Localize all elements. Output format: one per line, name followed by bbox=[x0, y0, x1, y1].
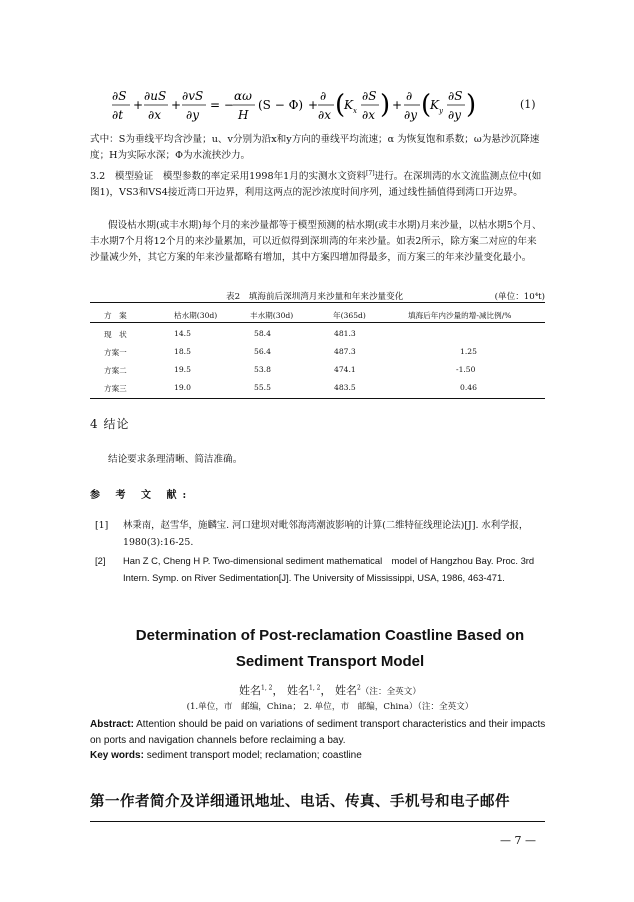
svg-text:∂t: ∂t bbox=[112, 108, 124, 122]
table-cell: 55.5 bbox=[254, 383, 271, 392]
svg-text:= −: = − bbox=[210, 98, 234, 112]
affiliation-line: (1.单位，市 邮编，China； 2. 单位，市 邮编，China）（注：全英文） bbox=[186, 702, 474, 712]
table-cell: 方案三 bbox=[104, 384, 127, 393]
svg-text:K: K bbox=[344, 98, 353, 112]
svg-text:∂: ∂ bbox=[406, 89, 413, 103]
abstract-text: Attention should be paid on variations of sediment transport characteristics and their impacts on ports and navigation channels before reclaiming a bay. bbox=[90, 719, 546, 746]
footer-rule bbox=[90, 821, 545, 822]
table-bottom-rule bbox=[90, 398, 545, 399]
table-cell: 58.4 bbox=[254, 329, 271, 338]
svg-text:∂vS: ∂vS bbox=[182, 89, 204, 103]
table-row bbox=[90, 362, 545, 380]
assumption-paragraph: 假设枯水期(或丰水期)每个月的来沙量都等于模型预测的枯水期(或丰水期)月来沙量，以枯水期5个月、丰水期7个月将12个月的来沙量累加，可以近似得到深圳湾的年来沙量。如表2所示，除方案二对应的年来沙量减少外，其它方案的年来沙量都略有增加，其中方案四增加得最多，而方案三的年来沙量变化最小。 bbox=[90, 220, 542, 263]
table-cell: 18.5 bbox=[174, 347, 191, 356]
authors-line: 姓名$^{1, 2}$， 姓名$^{1, 2}$， 姓名$^2$（注：全英文） bbox=[239, 684, 421, 697]
keywords-label: Key words: bbox=[90, 750, 144, 761]
author-sup: 1, 2 bbox=[309, 684, 321, 692]
svg-text:K: K bbox=[430, 98, 439, 112]
svg-text:∂x: ∂x bbox=[362, 108, 375, 122]
section-3-2-text-2: 进行。在深圳湾的水文流监测点位中(如图1)，VS3和VS4接近湾口开边界，利用这两点的泥沙浓度时间序列，通过线性插值得到湾口开边界。 bbox=[90, 171, 542, 199]
svg-text:∂x: ∂x bbox=[318, 108, 331, 122]
keywords-text: sediment transport model; reclamation; coastline bbox=[146, 750, 362, 761]
svg-text:αω: αω bbox=[234, 89, 252, 103]
svg-text:+: + bbox=[392, 98, 403, 112]
svg-text:∂y: ∂y bbox=[404, 108, 417, 122]
table-cell: 方案一 bbox=[104, 348, 127, 357]
table-cell: 19.0 bbox=[174, 383, 191, 392]
reference-item bbox=[95, 552, 555, 588]
table-header-dry: 枯水期(30d) bbox=[174, 311, 218, 320]
svg-text:∂y: ∂y bbox=[448, 108, 461, 122]
conclusion-heading: 4 结论 bbox=[90, 417, 130, 431]
section-3-2-paragraph bbox=[90, 166, 545, 201]
table-cell: 现 状 bbox=[104, 330, 127, 339]
svg-text:): ) bbox=[380, 90, 391, 120]
svg-text:+: + bbox=[171, 98, 182, 112]
svg-text:∂S: ∂S bbox=[448, 89, 463, 103]
author-sup: 1, 2 bbox=[261, 684, 273, 692]
author-info-note: 第一作者简介及详细通讯地址、电话、传真、手机号和电子邮件 bbox=[90, 793, 510, 810]
table-header-wet: 丰水期(30d) bbox=[250, 311, 294, 320]
table-cell: 1.25 bbox=[460, 347, 477, 356]
table-body bbox=[90, 326, 545, 398]
svg-text:∂S: ∂S bbox=[362, 89, 377, 103]
citation-ref: [7] bbox=[366, 170, 375, 177]
author-sup: 2 bbox=[356, 684, 361, 692]
table-cell: 474.1 bbox=[334, 365, 356, 374]
table-row bbox=[90, 326, 545, 344]
table-cell: 483.5 bbox=[334, 383, 356, 392]
table-unit: (单位：10⁴t) bbox=[494, 292, 545, 302]
table-cell: 487.3 bbox=[334, 347, 356, 356]
svg-text:∂y: ∂y bbox=[186, 108, 199, 122]
table-cell: 14.5 bbox=[174, 329, 191, 338]
table-header-rule bbox=[90, 322, 545, 323]
svg-text:+: + bbox=[308, 98, 319, 112]
table-title: 表2 填海前后深圳湾月来沙量和年来沙量变化 bbox=[226, 292, 404, 302]
svg-text:∂x: ∂x bbox=[148, 108, 161, 122]
author-name: 姓名 bbox=[334, 684, 357, 697]
reference-tag: [2] bbox=[95, 555, 106, 566]
english-title-line-2: Sediment Transport Model bbox=[235, 653, 425, 670]
table-row bbox=[90, 380, 545, 398]
english-title-line-1: Determination of Post-reclamation Coastline Based on bbox=[135, 627, 525, 644]
table-cell: 53.8 bbox=[254, 365, 271, 374]
svg-text:(S − Φ): (S − Φ) bbox=[258, 98, 304, 112]
author-name: 姓名 bbox=[239, 684, 262, 697]
svg-text:H: H bbox=[238, 108, 249, 122]
table-header-ratio: 填海后年内沙量的增-减比例/% bbox=[408, 311, 512, 320]
svg-text:x: x bbox=[353, 107, 357, 115]
table-row bbox=[90, 344, 545, 362]
svg-text:+: + bbox=[133, 98, 144, 112]
conclusion-text: 结论要求条理清晰、简洁准确。 bbox=[108, 454, 243, 465]
table-cell: 0.46 bbox=[460, 383, 477, 392]
equation-1 bbox=[112, 86, 542, 126]
reference-tag: [1] bbox=[95, 520, 109, 531]
svg-text:∂uS: ∂uS bbox=[144, 89, 167, 103]
reference-text: Han Z C, Cheng H P. Two-dimensional sediment mathematical model of Hangzhou Bay. Proc. 3rd Intern. Symp. on River Sedimentation[J]. The University of Mississippi, USA, 1986, 463-471. bbox=[123, 555, 535, 583]
section-3-2-text: 模型参数的率定采用1998年1月的实测水文资料 bbox=[162, 171, 367, 183]
abstract-label: Abstract: bbox=[90, 719, 134, 730]
table-cell: 方案二 bbox=[104, 366, 127, 375]
svg-text:y: y bbox=[439, 107, 443, 115]
svg-text:(: ( bbox=[335, 90, 346, 120]
english-abstract bbox=[90, 717, 550, 749]
reference-text: 林秉南，赵雪华，施麟宝. 河口建坝对毗邻海湾潮波影响的计算(二维特征线理论法)[J]. 水利学报，1980(3):16-25. bbox=[123, 520, 529, 548]
svg-text:∂S: ∂S bbox=[112, 89, 127, 103]
table-cell: 56.4 bbox=[254, 347, 271, 356]
svg-text:(: ( bbox=[421, 90, 432, 120]
table-cell: 481.3 bbox=[334, 329, 356, 338]
references-title: 参 考 文 献: bbox=[90, 490, 193, 501]
svg-text:∂: ∂ bbox=[320, 89, 327, 103]
english-keywords bbox=[90, 750, 550, 761]
reference-item bbox=[95, 517, 555, 553]
equation-number: (1) bbox=[520, 98, 536, 111]
table-header-scheme: 方 案 bbox=[104, 311, 127, 320]
table-header-year: 年(365d) bbox=[333, 311, 366, 320]
symbols-paragraph: 式中：S为垂线平均含沙量；u、v分别为沿x和y方向的垂线平均流速；α 为恢复饱和系数；ω为悬沙沉降速度；H为实际水深；Φ为水流挟沙力。 bbox=[90, 134, 540, 161]
authors-note: （注：全英文） bbox=[360, 687, 421, 697]
table-cell: 19.5 bbox=[174, 365, 191, 374]
table-cell: -1.50 bbox=[456, 365, 476, 374]
svg-text:): ) bbox=[466, 90, 477, 120]
section-3-2-label: 3.2 模型验证 bbox=[90, 171, 154, 183]
page-number: — 7 — bbox=[500, 834, 536, 847]
author-name: 姓名 bbox=[287, 684, 309, 697]
